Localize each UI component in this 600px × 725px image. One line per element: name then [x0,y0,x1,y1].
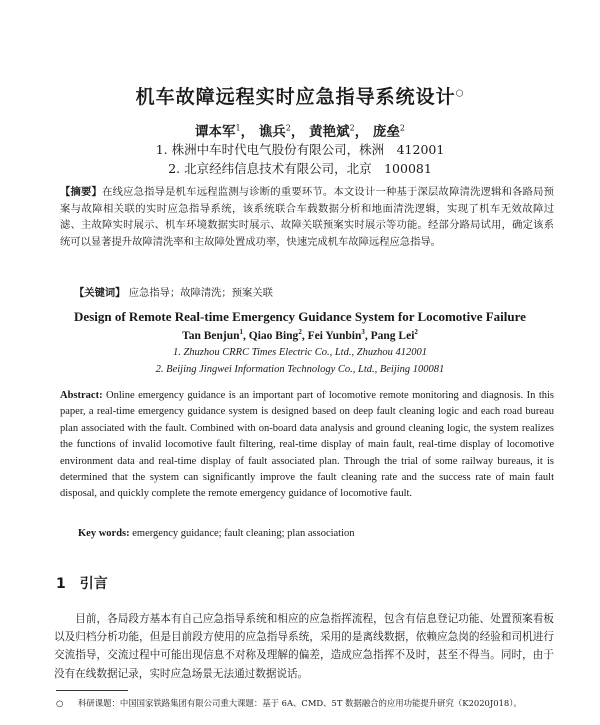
keywords-en: Key words: emergency guidance; fault cleaning; plan association [78,528,355,539]
intro-paragraph: 目前，各局段方基本有自己应急指导系统和相应的应急指挥流程，包含有信息登记功能、处置预案看板以及归档分析功能，但是目前段方使用的应急指导系统，采用的是离线数据，依赖应急岗的经验和司机进行交流指导，交流过程中可能出现信息不对称及理解的偏差，造成应急指挥不及时，甚至不得当。同时，由于没有在线数据记录，实时应急场景无法通过数据说话。 [54,613,554,680]
affiliation-cn-2: 2. 北京经纬信息技术有限公司，北京 100081 [168,161,432,176]
section-title: 引言 [79,576,108,592]
keywords-cn: 【关键词】 应急指导；故障清洗；预案关联 [74,287,273,299]
author-cn: 庞垒 [372,124,400,140]
author-cn: 谯兵 [258,124,286,140]
author-en: Fei Yunbin [307,329,362,342]
abstract-en-label: Abstract: [60,390,103,401]
section-number: 1 [56,576,66,592]
author-en: Qiao Bing [248,329,299,342]
authors-en: Tan Benjun$^1$, Qiao Bing$^2$, Fei Yunbin$^3$, Pang Lei$^2$ [182,328,418,342]
authors-cn: 谭本军$^1$， 谯兵$^2$， 黄艳斌$^2$， 庞垒$^2$ [195,123,405,140]
title-footnote-mark: ○ [455,88,465,99]
abstract-cn: 【摘要】在线应急指导是机车远程监测与诊断的重要环节。本文设计一种基于深层故障清洗逻辑和各路局预案与故障相关联的实时应急指导系统，该系统联合车载数据分析和地面清洗逻辑，实现了机车无效故障过滤、主故障实时展示、机车环境数据实时展示、故障关联预案实时展示等功能。经部分路局试用，确定该系统可以显著提升故障清洗率和主故障处置成功率，快速完成机车故障远程应急指导。 [60,186,554,248]
abstract-en: Abstract: Online emergency guidance is an important part of locomotive remote monitoring and diagnosis. In this paper, a real-time emergency guidance system is designed based on deep fault cleaning logic and each road bureau plan associated with the fault. Combined with on-board data analysis and ground cleaning logic, the system realizes the functions of invalid locomotive fault filtering, real-time display of main fault, real-time display of locomotive environment data and real-time display of fault associated plan. Through the trial of some railway bureaus, it is determined that the system can significantly improve the fault cleaning rate and the success rate of main fault disposal, and quickly complete the remote emergency guidance of locomotive fault. [60,390,554,500]
footnote: ○ 科研课题：中国国家铁路集团有限公司重大课题：基于 6A、CMD、5T 数据融合的应用功能提升研究（K2020J018）。 [56,698,522,708]
author-en: Tan Benjun [182,329,240,342]
affiliation-en-1: 1. Zhuzhou CRRC Times Electric Co., Ltd., Zhuzhou 412001 [172,347,428,358]
section-heading [56,573,108,593]
author-cn: 谭本军 [195,124,236,140]
footnote-rule [56,690,128,691]
paper-title-cn: 机车故障远程实时应急指导系统设计○ [135,86,465,108]
paper-title-en: Design of Remote Real-time Emergency Guidance System for Locomotive Failure [74,309,526,324]
affiliation-cn-1: 1. 株洲中车时代电气股份有限公司，株洲 412001 [155,142,445,157]
author-cn: 黄艳斌 [309,124,350,140]
abstract-cn-label: 【摘要】 [60,186,103,198]
keywords-cn-label: 【关键词】 [74,287,126,299]
footnote-mark: ○ [56,698,64,708]
affiliation-en-2: 2. Beijing Jingwei Information Technology Co., Ltd., Beijing 100081 [155,364,445,375]
author-en: Pang Lei [370,329,415,342]
keywords-en-label: Key words: [78,528,130,539]
